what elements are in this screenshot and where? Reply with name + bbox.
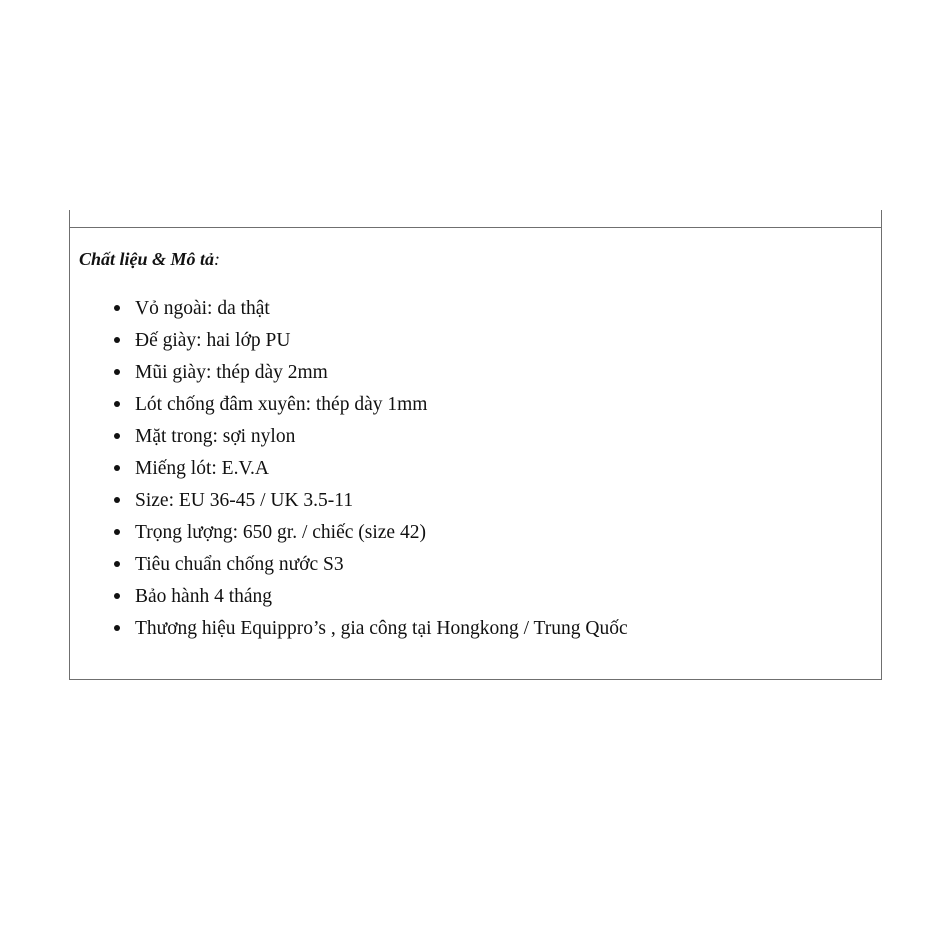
list-item-text: Mặt trong: sợi nylon (135, 426, 296, 447)
table-top-border (70, 227, 881, 228)
list-item-text: Trọng lượng: 650 gr. / chiếc (size 42) (135, 522, 426, 543)
bullet-icon (114, 625, 120, 631)
bullet-icon (114, 433, 120, 439)
section-heading (79, 249, 220, 270)
list-item-text: Miếng lót: E.V.A (135, 458, 269, 479)
list-item-text: Tiêu chuẩn chống nước S3 (135, 554, 344, 575)
list-item-text: Mũi giày: thép dày 2mm (135, 362, 328, 383)
bullet-icon (114, 529, 120, 535)
bullet-icon (114, 497, 120, 503)
bullet-icon (114, 369, 120, 375)
bullet-icon (114, 465, 120, 471)
section-heading-text: Chất liệu & Mô tả (79, 249, 215, 269)
list-item-text: Lót chống đâm xuyên: thép dày 1mm (135, 394, 428, 415)
list-item-text: Size: EU 36-45 / UK 3.5-11 (135, 490, 354, 511)
bullet-icon (114, 593, 120, 599)
list-item-text: Vỏ ngoài: da thật (135, 298, 270, 319)
list-item-text: Thương hiệu Equippro’s , gia công tại Hongkong / Trung Quốc (135, 618, 628, 639)
bullet-icon (114, 305, 120, 311)
section-heading-colon: : (214, 249, 221, 269)
bullet-icon (114, 337, 120, 343)
spec-table-box (69, 210, 882, 680)
list-item-text: Bảo hành 4 tháng (135, 586, 273, 607)
list-item-text: Đế giày: hai lớp PU (135, 330, 291, 351)
bullet-icon (114, 561, 120, 567)
bullet-icon (114, 401, 120, 407)
